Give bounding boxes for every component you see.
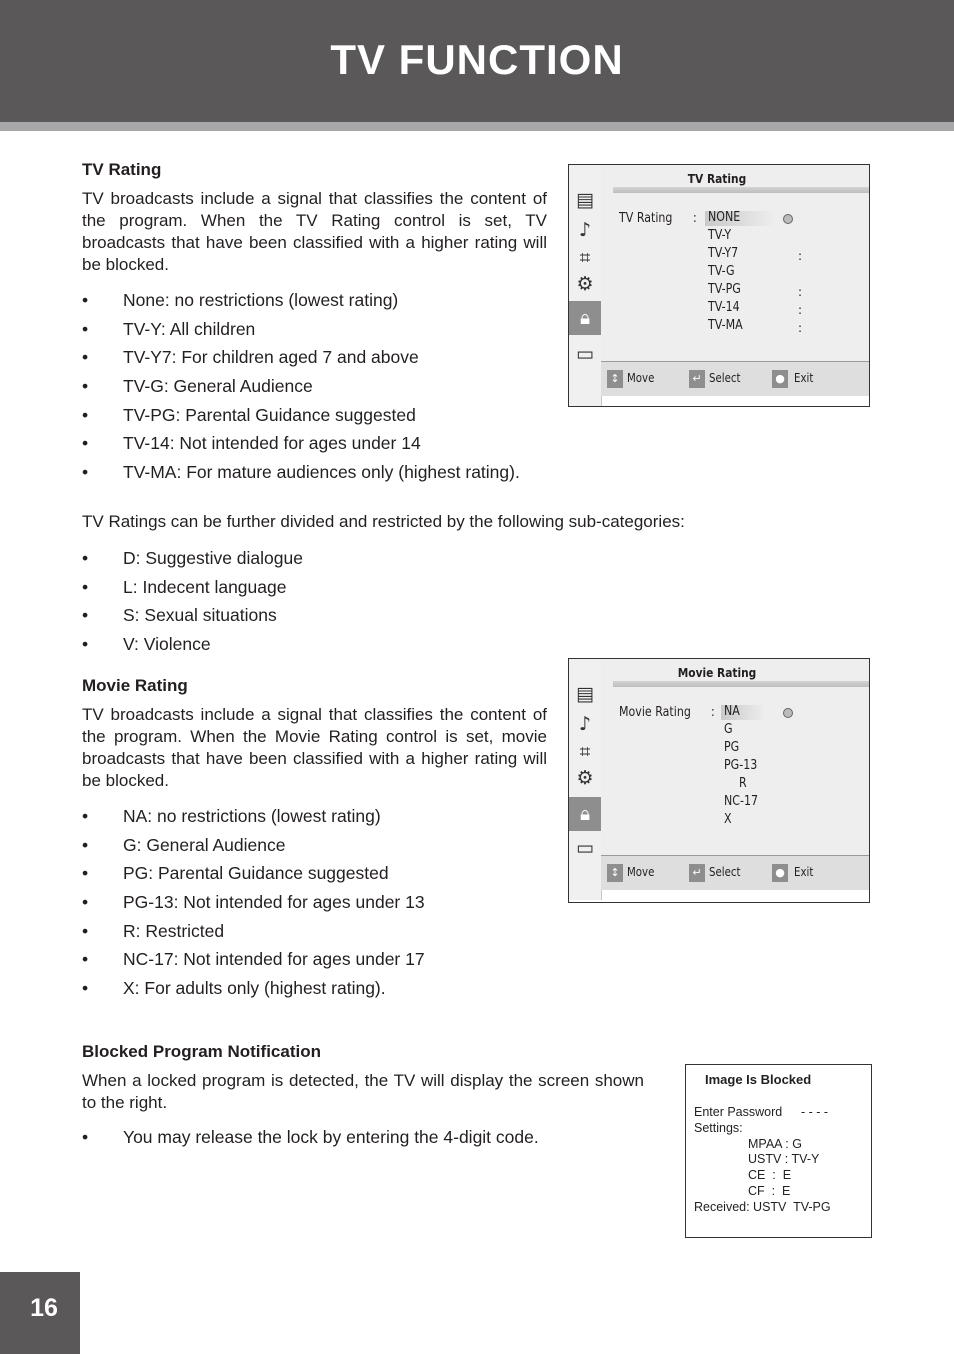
movie-rating-heading: Movie Rating (82, 676, 188, 695)
list-item: • G: General Audience (82, 831, 425, 860)
list-item: • V: Violence (82, 630, 303, 659)
exit-icon: ● (772, 370, 788, 388)
enter-icon: ↵ (689, 370, 705, 388)
move-icon: ↕ (607, 370, 623, 388)
blocked-list (82, 1127, 539, 1148)
password-field[interactable]: - - - - (801, 1105, 829, 1119)
channel-icon: ⌗ (579, 741, 591, 763)
tv-rating-heading: TV Rating (82, 160, 162, 179)
move-label: Move (627, 865, 655, 879)
option-g[interactable]: G (724, 722, 733, 737)
menu-sidebar (569, 659, 602, 900)
option-tv-14[interactable]: TV-14 (708, 300, 740, 315)
move-label: Move (627, 371, 655, 385)
menu-label: Movie Rating (619, 705, 691, 720)
move-icon: ↕ (607, 864, 623, 882)
movie-rating-menu (568, 658, 870, 903)
option-tv-y7[interactable]: TV-Y7 (708, 246, 739, 261)
sub-categories-intro: TV Ratings can be further divided and restricted by the following sub-categories: (82, 512, 685, 531)
sub-colon: : (798, 303, 803, 317)
title-bar (613, 187, 869, 193)
menu-sidebar (569, 165, 602, 406)
list-item: • X: For adults only (highest rating). (82, 974, 425, 1003)
tv-rating-intro: TV broadcasts include a signal that classifies the content of the program. When the TV Rating control is set, TV broadcasts that have been classified with a higher rating will be blocked. (82, 189, 547, 274)
enter-icon: ↵ (689, 864, 705, 882)
sub-colon: : (798, 249, 803, 263)
page-number-tab (0, 1272, 80, 1354)
exit-label: Exit (794, 865, 814, 879)
select-label: Select (709, 371, 741, 385)
menu-panel (601, 659, 869, 889)
option-tv-g[interactable]: TV-G (708, 264, 735, 279)
ce-setting: CE : E (748, 1168, 792, 1182)
pc-icon: ▭ (576, 837, 594, 859)
list-item: • D: Suggestive dialogue (82, 544, 303, 573)
list-item: • TV-G: General Audience (82, 372, 520, 401)
list-item: • TV-PG: Parental Guidance suggested (82, 401, 520, 430)
password-label: Enter Password (694, 1105, 783, 1119)
menu-label: TV Rating (619, 211, 673, 226)
received-rating: Received: USTV TV-PG (694, 1200, 831, 1214)
menu-title: TV Rating (687, 171, 747, 186)
list-item: • TV-14: Not intended for ages under 14 (82, 429, 520, 458)
blocked-screen-title: Image Is Blocked (705, 1072, 812, 1087)
list-item: • TV-Y7: For children aged 7 and above (82, 343, 520, 372)
sub-categories-list (82, 544, 303, 659)
list-item: • S: Sexual situations (82, 601, 303, 630)
audio-icon: ♪ (578, 219, 592, 241)
page-number: 16 (30, 1294, 58, 1322)
cf-setting: CF : E (748, 1184, 791, 1198)
list-item: • You may release the lock by entering the 4-digit code. (82, 1127, 539, 1148)
tv-icon: ▤ (576, 683, 594, 705)
ustv-setting: USTV : TV-Y (748, 1152, 820, 1166)
list-item: • PG-13: Not intended for ages under 13 (82, 888, 425, 917)
menu-footer (601, 361, 869, 396)
list-item: • PG: Parental Guidance suggested (82, 859, 425, 888)
blocked-screen (685, 1064, 872, 1238)
mpaa-setting: MPAA : G (748, 1137, 802, 1151)
channel-icon: ⌗ (579, 247, 591, 269)
option-tv-y[interactable]: TV-Y (708, 228, 732, 243)
pc-icon: ▭ (576, 343, 594, 365)
lock-icon: 🔒︎ (569, 301, 601, 335)
option-pg-13[interactable]: PG-13 (724, 758, 758, 773)
option-none[interactable]: NONE (708, 210, 741, 225)
settings-label: Settings: (694, 1121, 743, 1135)
sub-colon: : (798, 321, 803, 335)
tv-rating-menu (568, 164, 870, 407)
option-pg[interactable]: PG (724, 740, 740, 755)
select-label: Select (709, 865, 741, 879)
option-tv-pg[interactable]: TV-PG (708, 282, 741, 297)
menu-separator: : (693, 211, 697, 226)
setup-icon: ⚙ (576, 273, 594, 295)
option-na[interactable]: NA (724, 704, 740, 719)
title-bar (613, 681, 869, 687)
option-r[interactable]: R (739, 776, 747, 791)
page-title: TV FUNCTION (330, 36, 624, 83)
menu-panel (601, 165, 869, 395)
tv-icon: ▤ (576, 189, 594, 211)
option-nc-17[interactable]: NC-17 (724, 794, 759, 809)
movie-rating-list (82, 802, 425, 1003)
audio-icon: ♪ (578, 713, 592, 735)
radio-indicator (783, 214, 793, 224)
setup-icon: ⚙ (576, 767, 594, 789)
menu-footer (601, 855, 869, 890)
header-divider (0, 122, 954, 131)
movie-rating-intro: TV broadcasts include a signal that classifies the content of the program. When the Movie Rating control is set, movie broadcasts that have been classified with a higher rating will be blocked. (82, 705, 547, 790)
exit-icon: ● (772, 864, 788, 882)
lock-icon: 🔒︎ (569, 797, 601, 831)
list-item: • TV-MA: For mature audiences only (highest rating). (82, 458, 520, 487)
list-item: • TV-Y: All children (82, 315, 520, 344)
tv-rating-list (82, 286, 520, 487)
option-x[interactable]: X (724, 812, 732, 827)
blocked-heading: Blocked Program Notification (82, 1042, 321, 1061)
option-tv-ma[interactable]: TV-MA (708, 318, 743, 333)
list-item: • NC-17: Not intended for ages under 17 (82, 945, 425, 974)
exit-label: Exit (794, 371, 814, 385)
list-item: • NA: no restrictions (lowest rating) (82, 802, 425, 831)
menu-title: Movie Rating (677, 665, 757, 680)
menu-separator: : (711, 705, 715, 720)
radio-indicator (783, 708, 793, 718)
list-item: • L: Indecent language (82, 573, 303, 602)
list-item: • None: no restrictions (lowest rating) (82, 286, 520, 315)
list-item: • R: Restricted (82, 917, 425, 946)
sub-colon: : (798, 285, 803, 299)
blocked-intro: When a locked program is detected, the TV will display the screen shown to the right. (82, 1071, 644, 1112)
